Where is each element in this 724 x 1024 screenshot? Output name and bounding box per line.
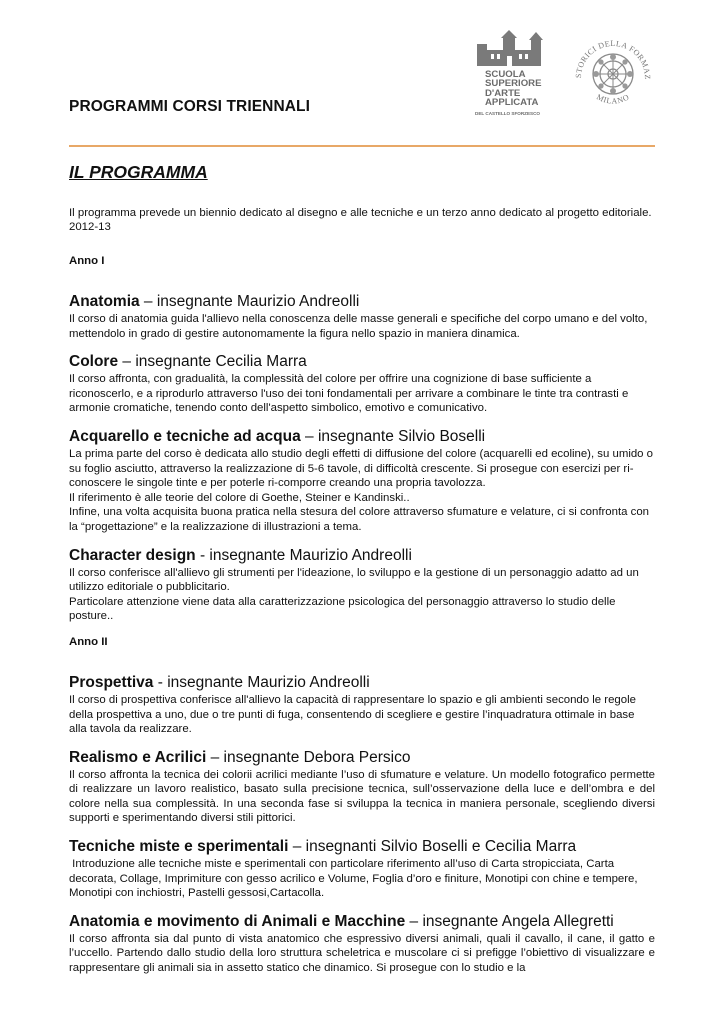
course-description [69, 447, 655, 535]
course-description [69, 566, 655, 624]
course-teacher: insegnante Cecilia Marra [135, 353, 307, 371]
course-name: Acquarello e tecniche ad acqua [69, 427, 301, 445]
course-block [69, 838, 655, 901]
course-description [69, 372, 655, 416]
course-heading [69, 838, 655, 856]
description-paragraph: Il corso affronta, con gradualità, la complessità del colore per offrire una cognizione di base sufficiente a riconoscerlo, e a riprodurlo attraverso l'uso dei toni fondamentali per arrivare a combinare le tinte tra contrasti e armonie cromatiche, tenendo conto dell'aspetto simbolico, emotivo e comunicativo. [69, 373, 629, 415]
year-label: Anno I [69, 255, 105, 267]
course-block [69, 749, 655, 826]
description-paragraph: Il corso affronta sia dal punto di vista anatomico che espressivo diversi animali, quali il cavallo, il cane, il gatto e l’uccello. Partendo dallo studio della loro struttura scheletrica e muscolare ci si prefigge l’obiettivo di visualizzare e rappresentare gli animali sia in assetto statico che dinamico. Si prosegue con lo studio e la [69, 932, 655, 975]
course-teacher: insegnante Maurizio Andreolli [209, 546, 412, 564]
course-name: Anatomia [69, 293, 140, 310]
section-title: IL PROGRAMMA [69, 162, 208, 182]
course-block [69, 674, 655, 737]
course-block [69, 353, 655, 416]
course-separator: - [153, 673, 168, 691]
course-description [69, 768, 655, 826]
course-teacher: insegnante Debora Persico [223, 748, 411, 766]
course-separator: – [139, 293, 157, 310]
scuola-logo-subline: DEL CASTELLO SFORZESCO [475, 111, 540, 116]
course-separator: - [195, 546, 210, 564]
enti-seal-icon [569, 28, 657, 116]
course-heading [69, 353, 655, 371]
course-name: Prospettiva [69, 673, 154, 691]
description-paragraph: Il riferimento è alle teorie del colore di Goethe, Steiner e Kandinski.. [69, 491, 410, 504]
course-separator: – [405, 912, 423, 930]
course-heading [69, 674, 655, 692]
course-teacher: insegnante Silvio Boselli [317, 427, 486, 445]
enti-storici-logo [569, 28, 657, 116]
course-block [69, 547, 655, 624]
page-header [69, 28, 655, 148]
description-paragraph: Il corso di anatomia guida l'allievo nella conoscenza delle masse generali e specifiche del corpo umano e del volto, mettendolo in grado di gestire autonomamente la figura nello spazio in maniera dinamica. [69, 313, 648, 340]
document-body [69, 162, 655, 988]
description-paragraph: Infine, una volta acquisita buona pratica nella stesura del colore attraverso sfumature e velature, ci si confronta con la “progettazione” e la realizzazione di illustrazioni a tema. [69, 506, 649, 533]
course-teacher: insegnante Maurizio Andreolli [167, 673, 370, 691]
svg-text:MILANO: MILANO [595, 92, 631, 106]
description-paragraph: Introduzione alle tecniche miste e sperimentali con particolare riferimento all’uso di Carta stropicciata, Carta decorata, Collage, Imprimiture con gesso acrilico e Volume, Foglia d’oro e finiture, Monotipi con chine e tempere, Monotipi con inchiostri, Pastelli gessosi,Cartacolla. [69, 858, 638, 900]
course-teacher: insegnanti Silvio Boselli e Cecilia Marra [305, 838, 577, 856]
intro-paragraph: Il programma prevede un biennio dedicato al disegno e alle tecniche e un terzo anno dedicato al progetto editoriale. 2012-13 [69, 207, 652, 233]
course-heading [69, 547, 655, 565]
course-heading [69, 913, 655, 931]
course-block [69, 913, 655, 976]
course-separator: – [206, 748, 224, 766]
svg-text:ENTI STORICI DELLA FORMAZIONE: STORICI DELLA FORMAZ [573, 38, 653, 80]
course-block [69, 293, 655, 341]
course-teacher: insegnante Maurizio Andreolli [156, 293, 360, 310]
course-heading [69, 428, 655, 446]
course-heading [69, 293, 655, 311]
description-paragraph: Il corso conferisce all'allievo gli strumenti per l'ideazione, lo sviluppo e la gestione di un personaggio adatto ad un utilizzo editoriale o pubblicitario. [69, 566, 639, 594]
scuola-logo-text: SCUOLA SUPERIORE D'ARTE APPLICATA [485, 69, 542, 109]
document-title: PROGRAMMI CORSI TRIENNALI [69, 98, 311, 115]
course-description [69, 693, 655, 737]
course-description [69, 312, 655, 341]
years-container [69, 255, 655, 976]
course-description [69, 932, 655, 976]
course-name: Colore [69, 353, 119, 371]
description-paragraph: Il corso affronta la tecnica dei colorii acrilici mediante l’uso di sfumature e velature. Un modello fotografico permette di realizzare un lavoro realistico, basato sulla precisione tecnica, sull’osservazione della luce e dell’ombra e del colore nella sua complessità. In una seconda fase si sviluppa la tecnica in maniera personale, scegliendo diversi supporti e sperimentando diversi stili pittorici. [69, 768, 655, 825]
header-divider [69, 145, 655, 147]
course-name: Anatomia e movimento di Animali e Macchine [69, 912, 406, 930]
course-heading [69, 749, 655, 767]
course-name: Realismo e Acrilici [69, 748, 207, 766]
course-separator: – [288, 838, 306, 856]
year-label: Anno II [69, 635, 108, 648]
scuola-logo [473, 30, 553, 114]
course-separator: – [118, 353, 136, 371]
course-block [69, 428, 655, 535]
description-paragraph: Particolare attenzione viene data alla caratterizzazione psicologica del personaggio attraverso lo studio delle posture.. [69, 595, 616, 623]
course-description [69, 857, 655, 901]
course-name: Tecniche miste e sperimentali [69, 838, 289, 856]
description-paragraph: La prima parte del corso è dedicata allo studio degli effetti di diffusione del colore (acquarelli ed ecoline), su umido o su foglio asciutto, attraverso la realizzazione di 5-6 tavole, di difficoltà crescente. Si prosegue con esercizi per ri-conoscere le singole tinte e per poterle ri-comporre creando una propria tavolozza. [69, 447, 654, 490]
castle-icon [473, 30, 553, 70]
description-paragraph: Il corso di prospettiva conferisce all'allievo la capacità di rappresentare lo spazio e gli ambienti secondo le regole della prospettiva a uno, due o tre punti di fuga, consentendo di scegliere e gestire l’inquadratura ottimale in base alla tavola da realizzare. [69, 693, 636, 736]
course-name: Character design [69, 546, 196, 564]
course-separator: – [300, 427, 318, 445]
course-teacher: insegnante Angela Allegretti [422, 912, 614, 930]
